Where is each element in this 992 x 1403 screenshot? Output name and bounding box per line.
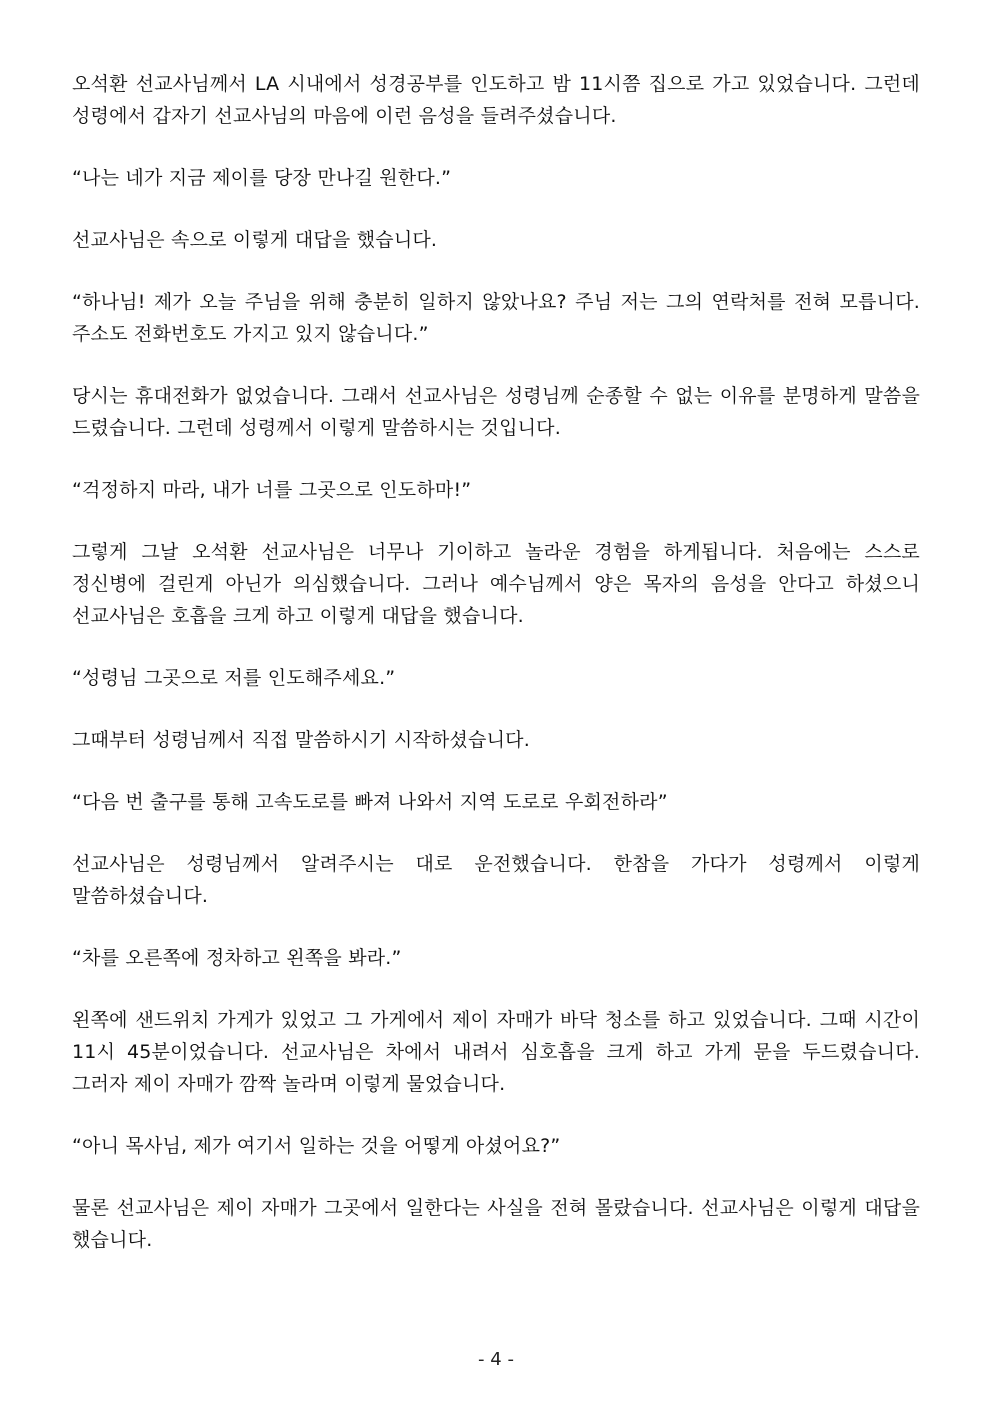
- quote-paragraph: “나는 네가 지금 제이를 당장 만나길 원한다.”: [72, 167, 452, 189]
- paragraph: 왼쪽에 샌드위치 가게가 있었고 그 가게에서 제이 자매가 바닥 청소를 하고 있었습니다. 그때 시간이 11시 45분이었습니다. 선교사님은 차에서 내려서 심호흡을 크게 하고 가게 문을 두드렸습니다. 그러자 제이 자매가 깜짝 놀라며 이렇게 물었습니다.: [72, 1009, 920, 1095]
- quote-paragraph: “다음 번 출구를 통해 고속도로를 빠져 나와서 지역 도로로 우회전하라”: [72, 791, 668, 813]
- quote-paragraph: “하나님! 제가 오늘 주님을 위해 충분히 일하지 않았나요? 주님 저는 그의 연락처를 전혀 모릅니다. 주소도 전화번호도 가지고 있지 않습니다.”: [72, 291, 920, 345]
- quote-paragraph: “아니 목사님, 제가 여기서 일하는 것을 어떻게 아셨어요?”: [72, 1135, 561, 1157]
- quote-paragraph: “걱정하지 마라, 내가 너를 그곳으로 인도하마!”: [72, 479, 472, 501]
- quote-paragraph: “성령님 그곳으로 저를 인도해주세요.”: [72, 667, 396, 689]
- quote-paragraph: “차를 오른쪽에 정차하고 왼쪽을 봐라.”: [72, 947, 402, 969]
- document-body: [72, 68, 920, 1286]
- paragraph: 선교사님은 속으로 이렇게 대답을 했습니다.: [72, 229, 438, 251]
- paragraph: 당시는 휴대전화가 없었습니다. 그래서 선교사님은 성령님께 순종할 수 없는 이유를 분명하게 말씀을 드렸습니다. 그런데 성령께서 이렇게 말씀하시는 것입니다.: [72, 385, 920, 439]
- paragraph: 그때부터 성령님께서 직접 말씀하시기 시작하셨습니다.: [72, 729, 530, 751]
- paragraph: 그렇게 그날 오석환 선교사님은 너무나 기이하고 놀라운 경험을 하게됩니다. 처음에는 스스로 정신병에 걸린게 아닌가 의심했습니다. 그러나 예수님께서 양은 목자의 음성을 안다고 하셨으니 선교사님은 호흡을 크게 하고 이렇게 대답을 했습니다.: [72, 541, 920, 627]
- paragraph: 선교사님은 성령님께서 알려주시는 대로 운전했습니다. 한참을 가다가 성령께서 이렇게 말씀하셨습니다.: [72, 853, 920, 907]
- paragraph: 오석환 선교사님께서 LA 시내에서 성경공부를 인도하고 밤 11시쯤 집으로 가고 있었습니다. 그런데 성령에서 갑자기 선교사님의 마음에 이런 음성을 들려주셨습니다.: [72, 73, 920, 127]
- paragraph: 물론 선교사님은 제이 자매가 그곳에서 일한다는 사실을 전혀 몰랐습니다. 선교사님은 이렇게 대답을 했습니다.: [72, 1197, 920, 1251]
- page-number: - 4 -: [478, 1349, 514, 1370]
